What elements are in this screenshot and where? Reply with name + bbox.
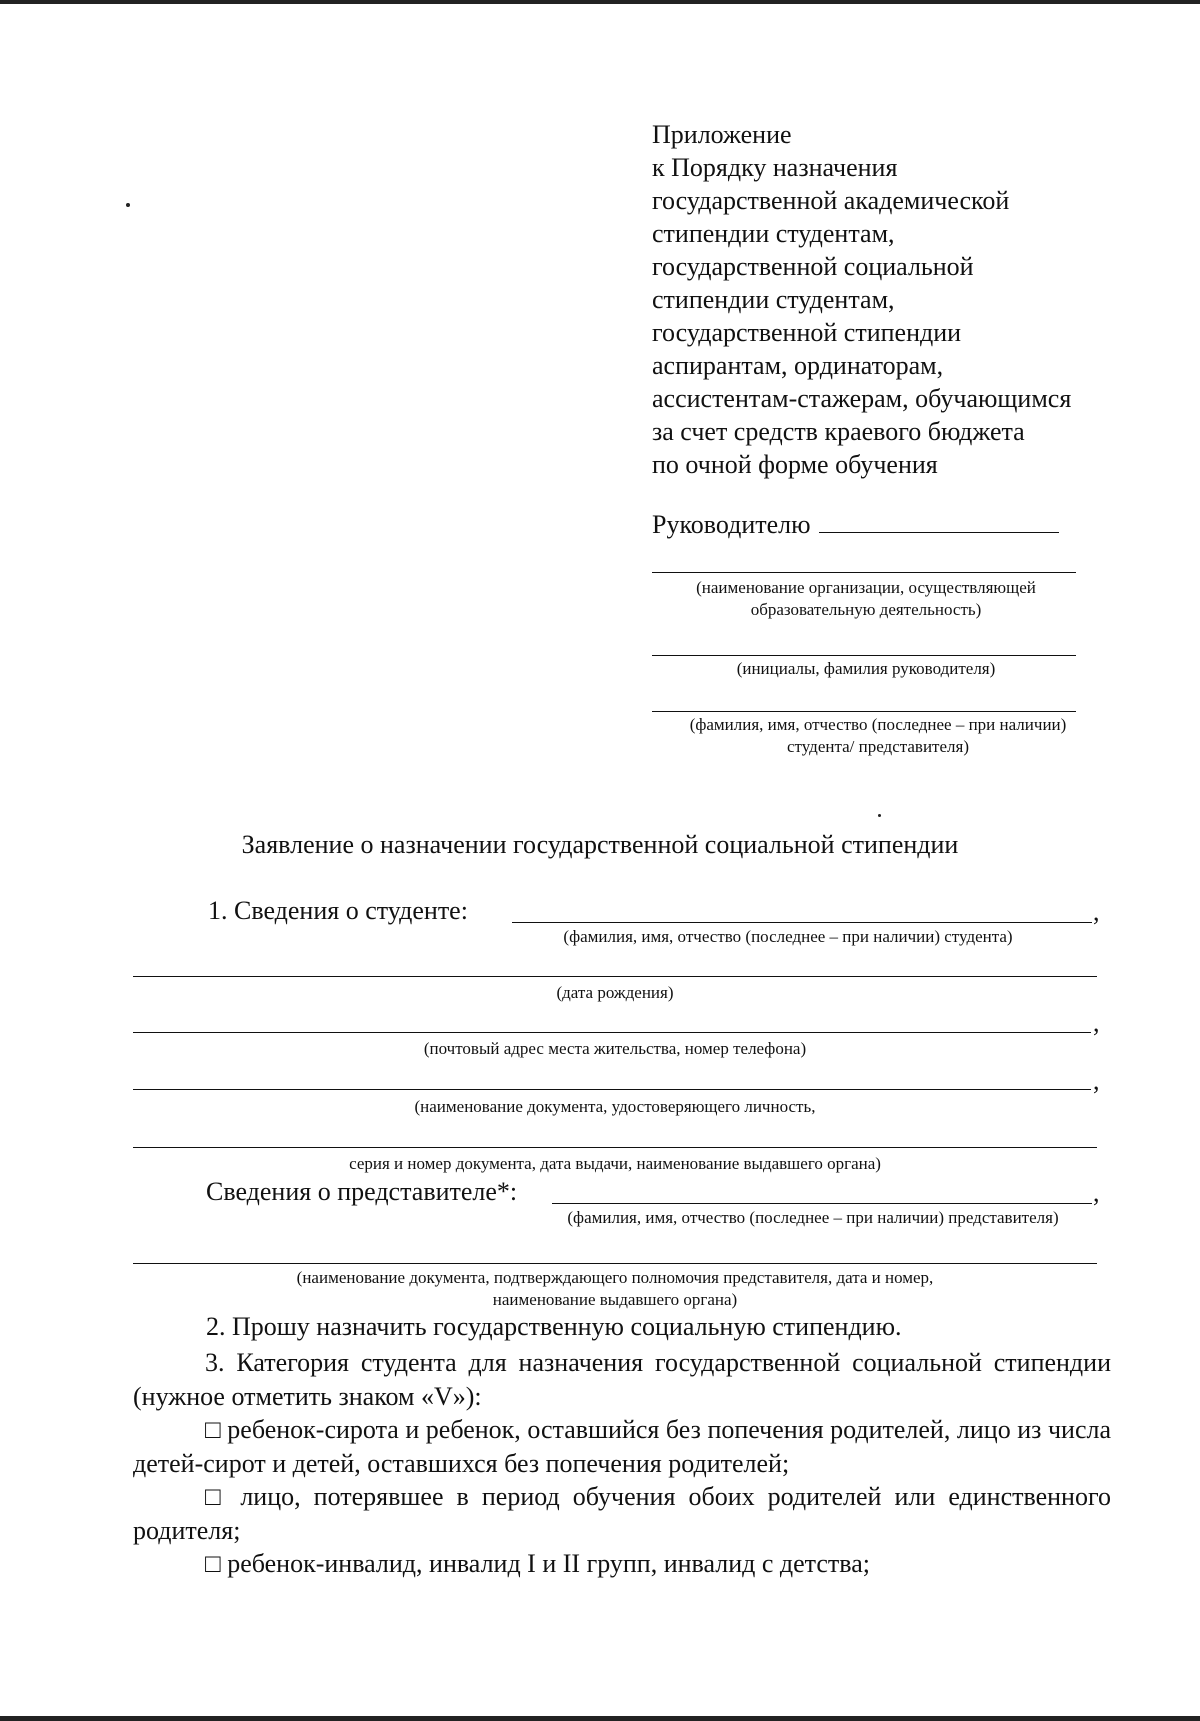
org-name-caption: (наименование организации, осуществляющей образовательную деятельность) — [696, 578, 1036, 619]
scan-speck — [126, 203, 130, 207]
appendix-line: стипендии студентам, — [652, 285, 895, 314]
appendix-block — [652, 118, 1071, 481]
identity-doc-details-field[interactable] — [133, 1147, 1097, 1148]
student-info-label: 1. Сведения о студенте: — [208, 896, 468, 925]
identity-doc-caption: (наименование документа, удостоверяющего личность, — [414, 1097, 816, 1116]
category-option — [133, 1480, 1111, 1548]
checkbox-icon[interactable]: □ — [205, 1549, 221, 1578]
appendix-line: ассистентам-стажерам, обучающимся — [652, 384, 1072, 413]
identity-doc-details-caption: серия и номер документа, дата выдачи, наименование выдавшего органа) — [349, 1154, 881, 1173]
category-option — [133, 1547, 1111, 1581]
category-option — [133, 1413, 1111, 1481]
student-fio-field[interactable] — [512, 922, 1092, 923]
appendix-line: аспирантам, ординаторам, — [652, 351, 944, 380]
representative-doc-field[interactable] — [133, 1263, 1097, 1264]
address-caption: (почтовый адрес места жительства, номер телефона) — [423, 1039, 807, 1058]
applicant-name-field[interactable] — [652, 711, 1076, 712]
student-fio-caption: (фамилия, имя, отчество (последнее – при наличии) студента) — [563, 927, 1013, 946]
comma: , — [1093, 1066, 1100, 1095]
comma: , — [1093, 897, 1100, 926]
appendix-line: государственной академической — [652, 186, 1010, 215]
representative-label: Сведения о представителе*: — [206, 1177, 518, 1206]
comma: , — [1093, 1178, 1100, 1207]
section-3-category: 3. Категория студента для назначения государственной социальной стипендии (нужное отметить знаком «V»): — [133, 1348, 1111, 1411]
document-title: Заявление о назначении государственной социальной стипендии — [241, 830, 959, 859]
org-name-field[interactable] — [652, 572, 1076, 573]
appendix-line: государственной стипендии — [652, 318, 962, 347]
birth-date-field[interactable] — [133, 976, 1097, 977]
representative-doc-caption: (наименование документа, подтверждающего полномочия представителя, дата и номер, наименование выдавшего органа) — [296, 1268, 934, 1309]
addressee-label: Руководителю — [652, 510, 811, 539]
identity-doc-field[interactable] — [133, 1089, 1091, 1090]
representative-fio-caption: (фамилия, имя, отчество (последнее – при наличии) представителя) — [567, 1208, 1059, 1227]
checkbox-icon[interactable]: □ — [205, 1482, 228, 1511]
appendix-line: стипендии студентам, — [652, 219, 895, 248]
head-name-caption: (инициалы, фамилия руководителя) — [736, 659, 996, 678]
addressee-field[interactable] — [819, 510, 1059, 533]
scan-speck — [878, 814, 881, 817]
comma: , — [1093, 1008, 1100, 1037]
appendix-line: государственной социальной — [652, 252, 974, 281]
representative-fio-field[interactable] — [552, 1203, 1092, 1204]
category-option-label: ребенок-инвалид, инвалид I и II групп, инвалид с детства; — [227, 1549, 870, 1578]
appendix-line: Приложение — [652, 120, 792, 149]
section-2-request: 2. Прошу назначить государственную социальную стипендию. — [206, 1312, 902, 1341]
category-option-label: ребенок-сирота и ребенок, оставшийся без попечения родителей, лицо из числа детей-сирот и детей, оставшихся без попечения родителей; — [133, 1415, 1111, 1478]
scan-top-border — [0, 0, 1200, 4]
appendix-line: за счет средств краевого бюджета — [652, 417, 1025, 446]
category-option-label: лицо, потерявшее в период обучения обоих родителей или единственного родителя; — [133, 1482, 1111, 1545]
head-name-field[interactable] — [652, 655, 1076, 656]
scan-bottom-border — [0, 1716, 1200, 1721]
addressee-row — [652, 510, 1059, 540]
appendix-line: по очной форме обучения — [652, 450, 938, 479]
applicant-name-caption: (фамилия, имя, отчество (последнее – при наличии) студента/ представителя) — [689, 715, 1067, 756]
address-field[interactable] — [133, 1032, 1091, 1033]
checkbox-icon[interactable]: □ — [205, 1415, 221, 1444]
birth-date-caption: (дата рождения) — [556, 983, 674, 1002]
appendix-line: к Порядку назначения — [652, 153, 898, 182]
